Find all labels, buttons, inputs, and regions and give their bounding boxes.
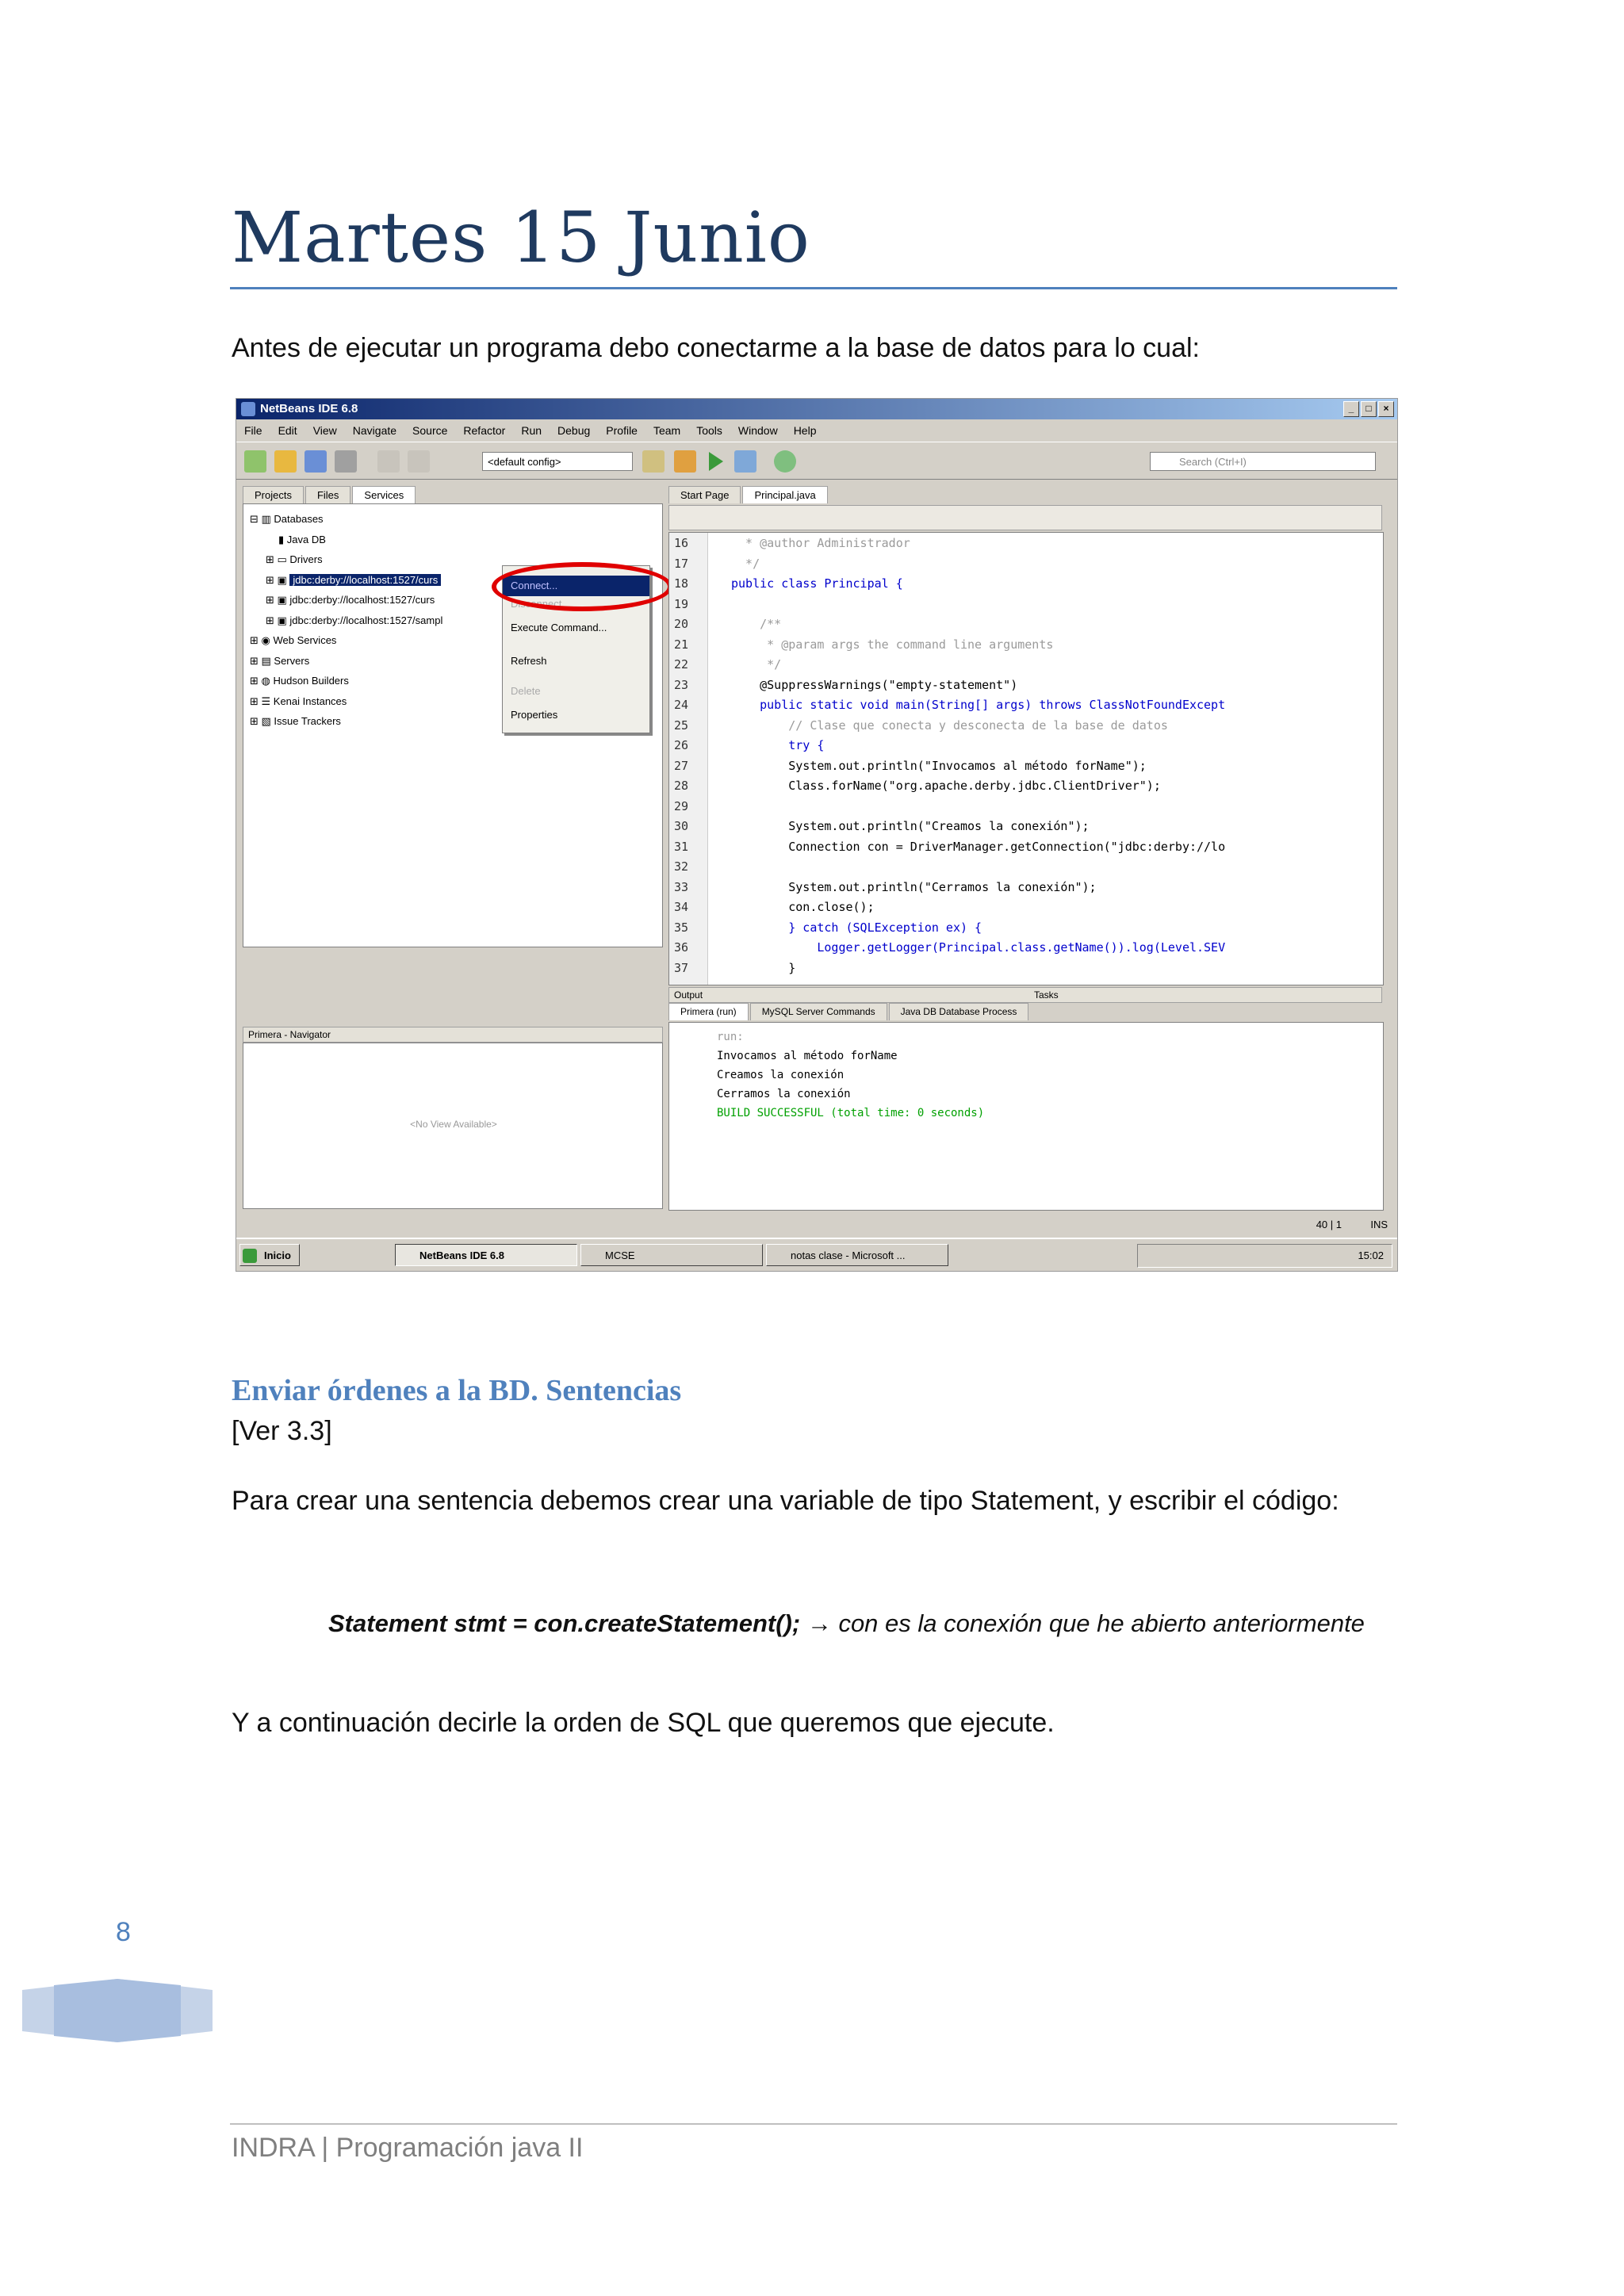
menu-profile[interactable]: Profile	[606, 424, 638, 437]
code-line: System.out.println("Cerramos la conexión");	[731, 879, 1097, 894]
menu-item-execute[interactable]: Execute Command...	[511, 622, 607, 633]
netbeans-screenshot	[236, 398, 1398, 1272]
line-number: 17	[674, 556, 689, 571]
tree-item[interactable]: ⊞ ◍ Hudson Builders	[250, 675, 349, 687]
line-number: 32	[674, 859, 689, 874]
taskbar-netbeans[interactable]: NetBeans IDE 6.8	[395, 1244, 577, 1266]
line-number: 16	[674, 536, 689, 550]
tasks-title[interactable]: Tasks	[1034, 989, 1059, 1001]
tab-principal-java[interactable]: Principal.java	[742, 486, 827, 503]
page-footer: INDRA | Programación java II	[232, 2133, 584, 2163]
line-number: 36	[674, 940, 689, 955]
code-line: con.close();	[731, 900, 875, 914]
tab-services[interactable]: Services	[352, 486, 416, 503]
menu-refactor[interactable]: Refactor	[463, 424, 506, 437]
code-line: try {	[731, 738, 825, 752]
editor-toolbar	[668, 505, 1382, 530]
code-line: System.out.println("Invocamos al método forName");	[731, 758, 1147, 773]
cursor-position: 40 | 1	[1316, 1219, 1342, 1230]
close-icon[interactable]: ×	[1378, 401, 1394, 417]
debug-icon[interactable]	[734, 450, 756, 473]
code-line: */	[731, 657, 782, 672]
title-underline	[230, 287, 1397, 289]
menu-bar	[236, 421, 816, 440]
line-number: 18	[674, 576, 689, 591]
sql-paragraph: Y a continuación decirle la orden de SQL que queremos que ejecute.	[232, 1708, 1055, 1738]
output-title: Output	[674, 989, 703, 1001]
tree-item[interactable]: ⊞ ▭ Drivers	[266, 553, 323, 565]
clock: 15:02	[1358, 1249, 1384, 1261]
code-line: public static void main(String[] args) throws ClassNotFoundExcept	[731, 698, 1226, 712]
main-toolbar	[236, 442, 1397, 480]
menu-item-properties[interactable]: Properties	[511, 709, 558, 721]
menu-view[interactable]: View	[312, 424, 337, 437]
tab-primera-run[interactable]: Primera (run)	[668, 1003, 749, 1020]
tree-item[interactable]: ⊟ ▥ Databases	[250, 513, 324, 525]
new-file-icon[interactable]	[274, 450, 297, 473]
editor-tabs	[668, 486, 829, 503]
code-line: } catch (SQLException ex) {	[731, 920, 982, 935]
tree-item[interactable]: ⊞ ▧ Issue Trackers	[250, 715, 341, 727]
menu-run[interactable]: Run	[521, 424, 542, 437]
system-tray	[1137, 1244, 1392, 1268]
tree-item[interactable]: ⊞ ▤ Servers	[250, 654, 310, 667]
section-reference: [Ver 3.3]	[232, 1416, 332, 1446]
line-number: 30	[674, 819, 689, 833]
intro-paragraph: Antes de ejecutar un programa debo conectarme a la base de datos para lo cual:	[232, 333, 1200, 363]
code-line: System.out.println("Creamos la conexión");	[731, 819, 1090, 833]
services-tree	[250, 509, 442, 732]
output-line: run:	[717, 1031, 744, 1043]
line-number: 34	[674, 900, 689, 914]
code-statement: Statement stmt = con.createStatement();	[328, 1609, 801, 1637]
line-number: 31	[674, 839, 689, 854]
line-number: 35	[674, 920, 689, 935]
code-line: * @author Administrador	[731, 536, 910, 550]
windows-taskbar	[236, 1238, 1397, 1272]
output-line: Invocamos al método forName	[717, 1050, 898, 1062]
status-bar	[236, 1214, 1397, 1238]
line-number: 19	[674, 596, 689, 611]
menu-item-disconnect[interactable]: Disconnect	[511, 598, 562, 610]
line-number: 37	[674, 960, 689, 975]
navigator-empty-text: <No View Available>	[410, 1119, 497, 1130]
tree-item[interactable]: ▮ Java DB	[278, 533, 326, 545]
output-header	[668, 987, 1382, 1003]
clean-build-icon[interactable]	[642, 450, 665, 473]
line-number: 22	[674, 657, 689, 672]
menu-tools[interactable]: Tools	[696, 424, 722, 437]
menu-team[interactable]: Team	[653, 424, 681, 437]
start-button[interactable]: Inicio	[239, 1244, 300, 1266]
config-select[interactable]: <default config>	[482, 452, 633, 471]
highlight-circle	[492, 562, 672, 611]
netbeans-logo-icon	[241, 402, 255, 416]
maximize-icon[interactable]: □	[1361, 401, 1377, 417]
line-number: 29	[674, 798, 689, 813]
tree-item-selected[interactable]: ⊞ ▣ jdbc:derby://localhost:1527/curs	[250, 570, 442, 591]
left-tabs	[243, 486, 417, 503]
page-number: 8	[116, 1917, 131, 1947]
code-line: // Clase que conecta y desconecta de la base de datos	[731, 718, 1168, 733]
taskbar-mcse[interactable]: MCSE	[580, 1244, 763, 1266]
menu-debug[interactable]: Debug	[557, 424, 591, 437]
line-number: 28	[674, 779, 689, 793]
windows-logo-icon	[243, 1249, 257, 1263]
open-project-icon[interactable]	[304, 450, 327, 473]
code-line: Class.forName("org.apache.derby.jdbc.ClientDriver");	[731, 779, 1161, 793]
page-title: Martes 15 Junio	[232, 197, 810, 278]
tab-start-page[interactable]: Start Page	[668, 486, 741, 503]
build-icon[interactable]	[674, 450, 696, 473]
line-number: 20	[674, 617, 689, 631]
line-number: 26	[674, 738, 689, 752]
redo-icon[interactable]	[408, 450, 430, 473]
code-line: Connection con = DriverManager.getConnection("jdbc:derby://lo	[731, 839, 1226, 854]
tree-item[interactable]: ⊞ ▣ jdbc:derby://localhost:1527/sampl	[266, 614, 443, 626]
line-number: 27	[674, 758, 689, 773]
menu-source[interactable]: Source	[412, 424, 448, 437]
tab-files[interactable]: Files	[305, 486, 350, 503]
output-line: Cerramos la conexión	[717, 1088, 851, 1100]
tree-item[interactable]: ⊞ ▣ jdbc:derby://localhost:1527/curs	[266, 594, 435, 606]
tab-mysql-commands[interactable]: MySQL Server Commands	[750, 1003, 887, 1020]
code-note: con es la conexión que he abierto anteriormente	[838, 1609, 1365, 1637]
footer-rule	[230, 2123, 1397, 2125]
code-line: Logger.getLogger(Principal.class.getName()).log(Level.SEV	[731, 940, 1226, 955]
new-project-icon[interactable]	[244, 450, 266, 473]
menu-item-refresh[interactable]: Refresh	[511, 655, 547, 667]
menu-item-delete[interactable]: Delete	[511, 685, 541, 697]
statement-paragraph: Para crear una sentencia debemos crear una variable de tipo Statement, y escribir el código:	[232, 1486, 1339, 1516]
menu-file[interactable]: File	[244, 424, 262, 437]
output-line: BUILD SUCCESSFUL (total time: 0 seconds)	[717, 1107, 985, 1119]
line-number: 21	[674, 637, 689, 652]
window-titlebar	[236, 399, 1397, 419]
output-line: Creamos la conexión	[717, 1069, 845, 1081]
menu-navigate[interactable]: Navigate	[352, 424, 397, 437]
code-line: @SuppressWarnings("empty-statement")	[731, 677, 1018, 692]
search-field[interactable]: Search (Ctrl+I)	[1150, 452, 1376, 471]
navigator-title: Primera - Navigator	[243, 1027, 663, 1043]
menu-help[interactable]: Help	[793, 424, 817, 437]
line-number: 23	[674, 677, 689, 692]
code-line: * @param args the command line arguments	[731, 637, 1054, 652]
output-tabs	[668, 1003, 1030, 1020]
save-all-icon[interactable]	[335, 450, 357, 473]
section-heading: Enviar órdenes a la BD. Sentencias	[232, 1374, 682, 1407]
window-title: NetBeans IDE 6.8	[260, 402, 358, 415]
code-line: }	[731, 960, 796, 975]
undo-icon[interactable]	[377, 450, 400, 473]
menu-item-connect[interactable]: Connect...	[503, 576, 649, 596]
navigator-panel	[243, 1043, 663, 1209]
line-number: 25	[674, 718, 689, 733]
code-line: */	[731, 556, 760, 571]
tree-item[interactable]: ⊞ ◉ Web Services	[250, 634, 337, 646]
tree-item[interactable]: ⊞ ☰ Kenai Instances	[250, 695, 347, 707]
output-console[interactable]	[668, 1022, 1384, 1211]
profile-icon[interactable]	[774, 450, 796, 473]
code-line: /**	[731, 617, 782, 631]
code-line: public class Principal {	[731, 576, 903, 591]
menu-edit[interactable]: Edit	[278, 424, 297, 437]
arrow-icon: →	[806, 1609, 832, 1637]
taskbar-notas[interactable]: notas clase - Microsoft ...	[766, 1244, 948, 1266]
line-number: 24	[674, 698, 689, 712]
tab-projects[interactable]: Projects	[243, 486, 304, 503]
insert-mode: INS	[1370, 1219, 1388, 1230]
line-number: 33	[674, 879, 689, 894]
menu-window[interactable]: Window	[737, 424, 778, 437]
run-icon[interactable]	[709, 452, 723, 471]
tab-javadb-process[interactable]: Java DB Database Process	[889, 1003, 1029, 1020]
code-editor[interactable]	[668, 532, 1384, 985]
decorative-banner-icon	[22, 1979, 213, 2042]
minimize-icon[interactable]: _	[1343, 401, 1359, 417]
code-example	[328, 1609, 1365, 1638]
